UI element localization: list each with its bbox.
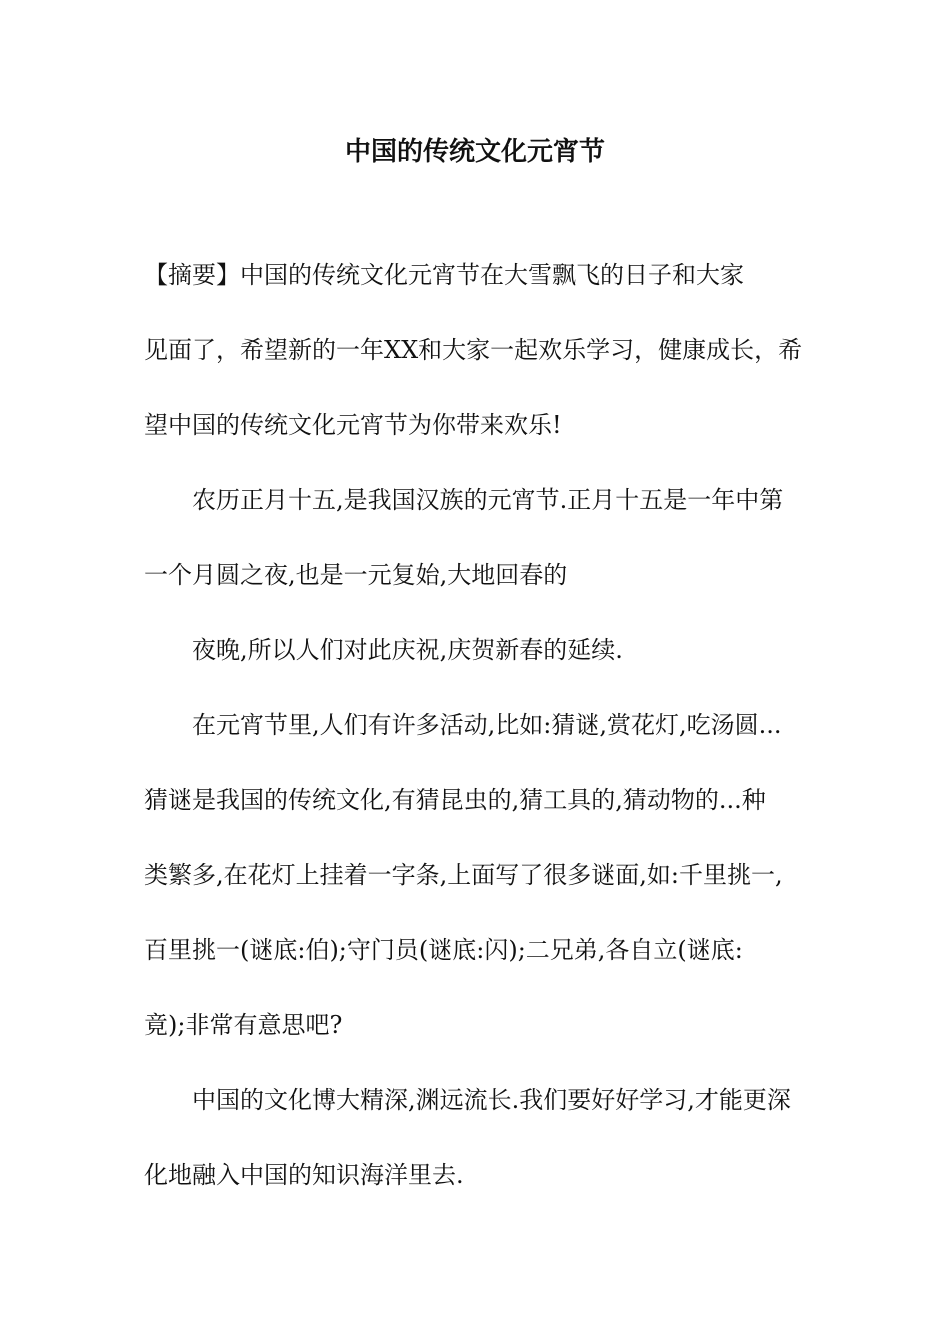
paragraph-abstract-line-2: 见面了，希望新的一年XX和大家一起欢乐学习，健康成长，希 [144,336,803,364]
document-body [144,252,814,1227]
paragraph-2-line-2: 一个月圆之夜,也是一元复始,大地回春的 [144,561,568,589]
paragraph-4-line-4: 百里挑一(谜底:伯);守门员(谜底:闪);二兄弟,各自立(谜底: [144,936,743,964]
paragraph-4-line-5: 竟);非常有意思吧? [144,1011,343,1039]
paragraph-5-line-1: 中国的文化博大精深,渊远流长.我们要好好学习,才能更深 [192,1086,791,1114]
paragraph-abstract-line-3: 望中国的传统文化元宵节为你带来欢乐! [144,411,562,439]
paragraph-4-line-3: 类繁多,在花灯上挂着一字条,上面写了很多谜面,如:千里挑一, [144,861,783,889]
document-title: 中国的传统文化元宵节 [344,137,605,167]
paragraph-5-line-2: 化地融入中国的知识海洋里去. [144,1161,464,1189]
paragraph-2-line-1: 农历正月十五,是我国汉族的元宵节.正月十五是一年中第 [192,486,784,514]
paragraph-4-line-2: 猜谜是我国的传统文化,有猜昆虫的,猜工具的,猜动物的...种 [144,786,766,814]
paragraph-3-line-1: 夜晚,所以人们对此庆祝,庆贺新春的延续. [192,636,623,664]
paragraph-abstract-line-1: 【摘要】中国的传统文化元宵节在大雪飘飞的日子和大家 [144,261,744,289]
paragraph-4-line-1: 在元宵节里,人们有许多活动,比如:猜谜,赏花灯,吃汤圆... [192,711,782,739]
